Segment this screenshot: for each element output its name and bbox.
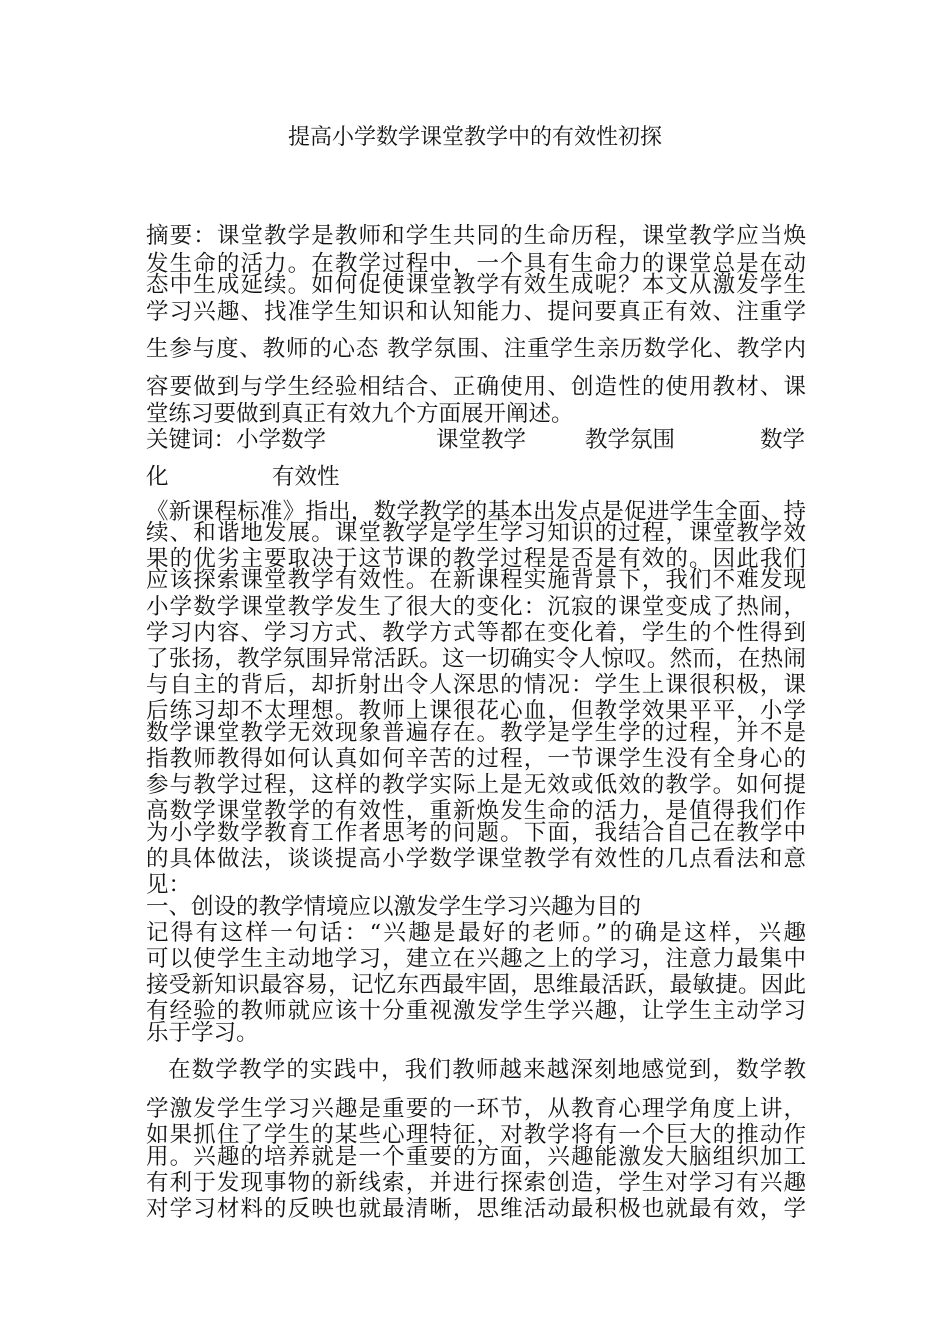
abstract-line: 堂练习要做到真正有效九个方面展开阐述。 xyxy=(146,401,574,427)
body-line: 果的优劣主要取决于这节课的教学过程是否是有效的。因此我们 xyxy=(146,546,806,572)
keyword: 数学 xyxy=(760,427,806,453)
body-line: 对学习材料的反映也就最清晰，思维活动最积极也就最有效，学 xyxy=(146,1196,806,1222)
body-line: 记得有这样一句话：“兴趣是最好的老师。”的确是这样，兴趣 xyxy=(146,920,806,946)
body-line: 有利于发现事物的新线索，并进行探索创造，学生对学习有兴趣 xyxy=(146,1170,806,1196)
body-line: 为小学数学教育工作者思考的问题。下面，我结合自己在教学中 xyxy=(146,820,806,846)
body-line: 见： xyxy=(146,872,192,898)
body-line: 《新课程标准》指出，数学教学的基本出发点是促进学生全面、持 xyxy=(146,499,806,525)
body-line: 学习内容、学习方式、教学方式等都在变化着，学生的个性得到 xyxy=(146,620,806,646)
document-title: 提高小学数学课堂教学中的有效性初探 xyxy=(287,125,662,150)
body-line: 在数学教学的实践中，我们教师越来越深刻地感觉到，数学教 xyxy=(168,1057,806,1083)
abstract-line: 学习兴趣、找准学生知识和认知能力、提问要真正有效、注重学 xyxy=(146,299,806,325)
body-line: 应该探索课堂教学有效性。在新课程实施背景下，我们不难发现 xyxy=(146,567,806,593)
keyword: 化 xyxy=(146,464,169,490)
body-line: 可以使学生主动地学习，建立在兴趣之上的学习，注意力最集中 xyxy=(146,946,806,972)
body-line: 接受新知识最容易，记忆东西最牢固，思维最活跃，最敏捷。因此 xyxy=(146,972,806,998)
body-line: 了张扬，教学氛围异常活跃。这一切确实令人惊叹。然而，在热闹 xyxy=(146,646,806,672)
body-line: 指教师教得如何认真如何辛苦的过程，一节课学生没有全身心的 xyxy=(146,746,806,772)
body-line: 学激发学生学习兴趣是重要的一环节，从教育心理学角度上讲， xyxy=(146,1096,806,1122)
body-line: 用。兴趣的培养就是一个重要的方面，兴趣能激发大脑组织加工 xyxy=(146,1144,806,1170)
body-line: 续、和谐地发展。课堂教学是学生学习知识的过程，课堂教学效 xyxy=(146,520,806,546)
abstract-line: 摘要：课堂教学是教师和学生共同的生命历程，课堂教学应当焕 xyxy=(146,223,806,249)
keywords-label: 关键词：小学数学 xyxy=(146,427,327,453)
body-line: 与自主的背后，却折射出令人深思的情况：学生上课很积极，课 xyxy=(146,672,806,698)
body-line: 有经验的教师就应该十分重视激发学生学兴趣，让学生主动学习 xyxy=(146,998,806,1024)
keyword: 教学氛围 xyxy=(585,427,676,453)
body-line: 乐于学习。 xyxy=(146,1020,259,1046)
section-heading: 一、创设的教学情境应以激发学生学习兴趣为目的 xyxy=(146,894,642,920)
abstract-line: 生参与度、教师的心态 教学氛围、注重学生亲历数学化、教学内 xyxy=(146,336,806,362)
body-line: 如果抓住了学生的某些心理特征，对教学将有一个巨大的推动作 xyxy=(146,1122,806,1148)
abstract-line: 容要做到与学生经验相结合、正确使用、创造性的使用教材、课 xyxy=(146,374,806,400)
body-line: 后练习却不太理想。教师上课很花心血，但教学效果平平，小学 xyxy=(146,698,806,724)
abstract-line: 态中生成延续。如何促使课堂教学有效生成呢？本文从激发学生 xyxy=(146,272,806,298)
body-line: 参与教学过程，这样的教学实际上是无效或低效的教学。如何提 xyxy=(146,772,806,798)
keyword: 有效性 xyxy=(272,464,340,490)
keyword: 课堂教学 xyxy=(436,427,527,453)
body-line: 高数学课堂教学的有效性，重新焕发生命的活力，是值得我们作 xyxy=(146,798,806,824)
body-line: 小学数学课堂教学发生了很大的变化：沉寂的课堂变成了热闹， xyxy=(146,594,806,620)
body-line: 数学课堂教学无效现象普遍存在。教学是学生学的过程，并不是 xyxy=(146,720,806,746)
abstract-line: 发生命的活力。在教学过程中，一个具有生命力的课堂总是在动 xyxy=(146,251,806,277)
body-line: 的具体做法，谈谈提高小学数学课堂教学有效性的几点看法和意 xyxy=(146,846,806,872)
